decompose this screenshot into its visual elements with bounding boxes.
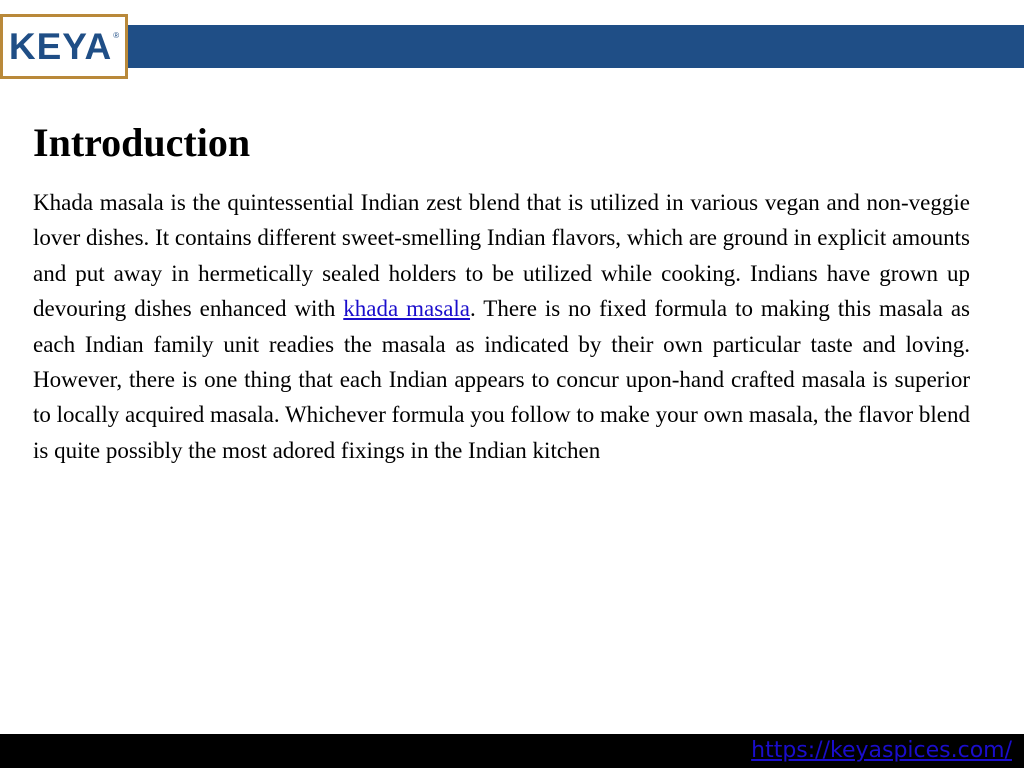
khada-masala-link[interactable]: khada masala	[343, 296, 471, 322]
header-bar	[0, 25, 1024, 68]
footer-bar	[0, 734, 1024, 768]
slide-title: Introduction	[33, 120, 251, 165]
keya-logo	[0, 14, 128, 79]
logo-text: KEYA	[8, 26, 113, 67]
logo-inner	[4, 18, 124, 75]
paragraph-text-part1: Khada masala is the quintessential Indian zest blend that is utilized in various vegan and non-veggie lover dishes. It contains different sweet-smelling Indian flavors, which are ground in explicit amounts and put away in hermetically sealed holders to be utilized while cooking. Indians have grown up devouring dishes enhanced with	[33, 190, 970, 322]
intro-paragraph	[33, 185, 970, 468]
paragraph-text-part2: . There is no fixed formula to making this masala as each Indian family unit readies the masala as indicated by their own particular taste and loving. However, there is one thing that each Indian appears to concur upon-hand crafted masala is superior to locally acquired masala. Whichever formula you follow to make your own masala, the flavor blend is quite possibly the most adored fixings in the Indian kitchen	[33, 296, 970, 463]
website-link[interactable]: https://keyaspices.com/	[751, 738, 1012, 763]
registered-mark: ®	[113, 31, 120, 40]
